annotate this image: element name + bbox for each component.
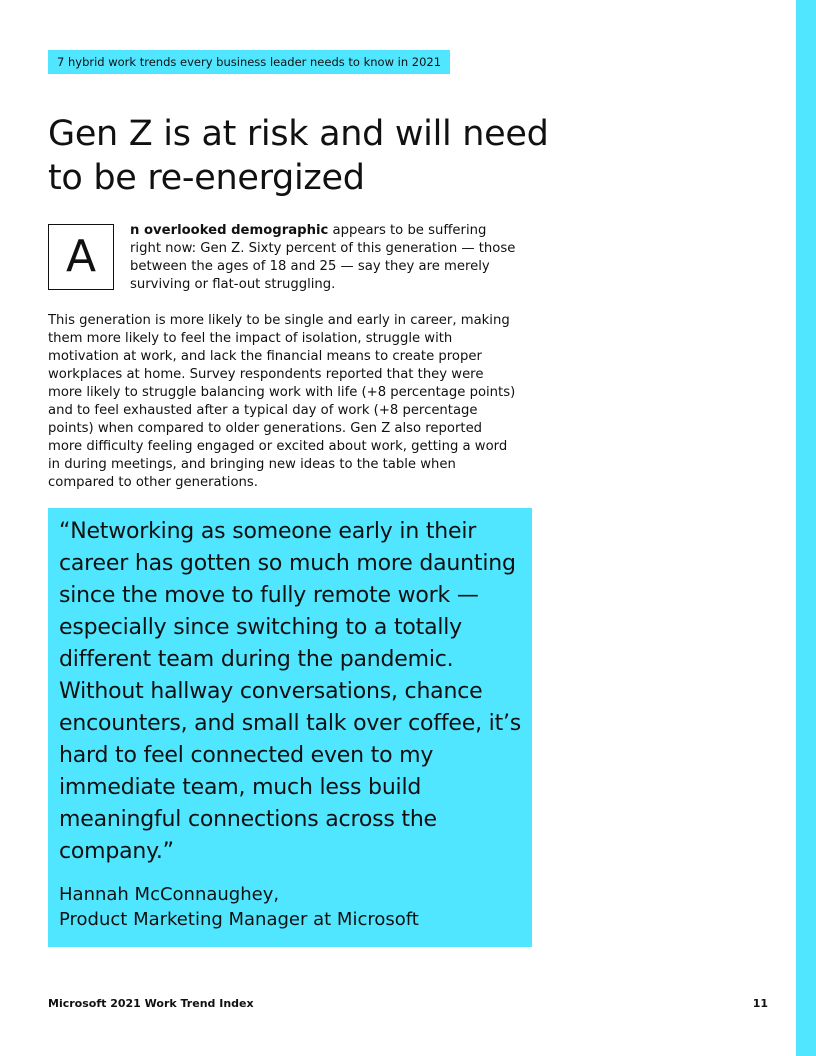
intro-text: appears to be suffering right now: Gen Z. Sixty percent of this generation — those between the ages of 18 and 25 — say they are merely surviving or flat-out struggling. [130, 223, 516, 292]
accent-stripe [796, 0, 816, 1056]
body-paragraph: This generation is more likely to be single and early in career, making them more likely to feel the impact of isolation, struggle with motivation at work, and lack the financial means to create proper workplaces at home. Survey respondents reported that they were more likely to struggle balancing work with life (+8 percentage points) and to feel exhausted after a typical day of work (+8 percentage points) when compared to older generations. Gen Z also reported more difficulty feeling engaged or excited about work, getting a word in during meetings, and bringing new ideas to the table when compared to other generations. [48, 313, 516, 490]
section-tag [48, 50, 450, 74]
quote-author-title: Product Marketing Manager at Microsoft [59, 909, 419, 930]
quote-attribution [59, 882, 522, 932]
intro-bold-lead: n overlooked demographic [130, 223, 329, 238]
pull-quote [48, 508, 532, 947]
quote-author-name: Hannah McConnaughey, [59, 884, 280, 905]
page-title: Gen Z is at risk and will need to be re-energized [48, 114, 549, 198]
footer-publication: Microsoft 2021 Work Trend Index [48, 997, 254, 1010]
quote-text: “Networking as someone early in their career has gotten so much more daunting since the move to fully remote work — especially since switching to a totally different team during the pandemic. Without hallway conversations, chance encounters, and small talk over coffee, it’s hard to feel connected even to my immediate team, much less build meaningful connections across the company.” [59, 519, 522, 864]
intro-paragraph [130, 222, 520, 294]
drop-cap: A [48, 224, 114, 290]
page-number: 11 [752, 997, 768, 1010]
section-tag-text: 7 hybrid work trends every business leader needs to know in 2021 [57, 55, 442, 69]
